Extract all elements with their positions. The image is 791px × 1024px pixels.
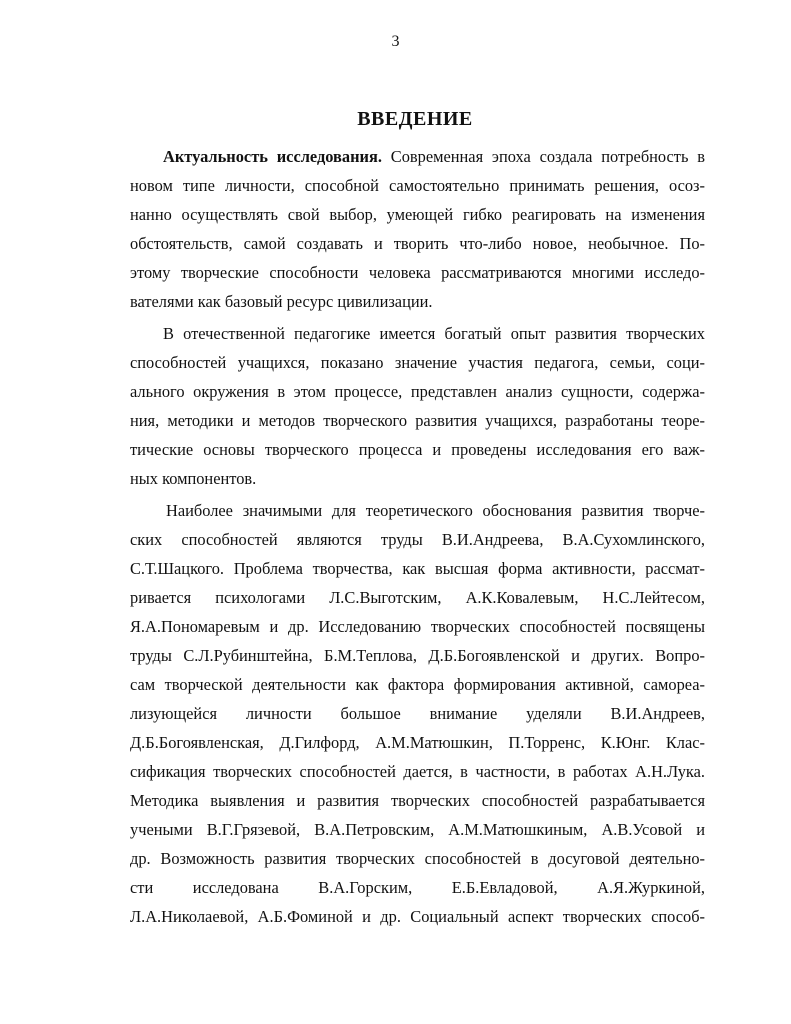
paragraph-relevance	[130, 142, 705, 316]
text-line: вателями как базовый ресурс цивилизации.	[130, 292, 433, 311]
text-line: Д.Б.Богоявленская, Д.Гилфорд, А.М.Матюшкин, П.Торренс, К.Юнг. Клас-	[130, 733, 705, 752]
paragraph-literature	[130, 496, 705, 931]
text-line	[130, 142, 705, 171]
text-line: способностей учащихся, показано значение участия педагога, семьи, соци-	[130, 353, 705, 372]
text-line: Я.А.Пономаревым и др. Исследованию творческих способностей посвящены	[130, 617, 705, 636]
text-line: новом типе личности, способной самостоятельно принимать решения, осоз-	[130, 176, 705, 195]
text-line: тические основы творческого процесса и проведены исследования его важ-	[130, 440, 705, 459]
text-line: этому творческие способности человека рассматриваются многими исследо-	[130, 263, 705, 282]
text-line: лизующейся личности большое внимание уделяли В.И.Андреев,	[130, 704, 705, 723]
text-line-content: Современная эпоха создала потребность в	[381, 147, 705, 166]
document-body	[130, 142, 705, 931]
text-line: ального окружения в этом процессе, представлен анализ сущности, содержа-	[130, 382, 705, 401]
text-line: сти исследована В.А.Горским, Е.Б.Евладовой, А.Я.Журкиной,	[130, 878, 705, 897]
text-line: учеными В.Г.Грязевой, В.А.Петровским, А.М.Матюшкиным, А.В.Усовой и	[130, 820, 705, 839]
text-line: ских способностей являются труды В.И.Андреева, В.А.Сухомлинского,	[130, 530, 705, 549]
text-line: нанно осуществлять свой выбор, умеющей гибко реагировать на изменения	[130, 205, 705, 224]
text-line: Наиболее значимыми для теоретического обоснования развития творче-	[166, 501, 705, 520]
text-line: сификация творческих способностей дается, в частности, в работах А.Н.Лука.	[130, 762, 705, 781]
text-line: С.Т.Шацкого. Проблема творчества, как высшая форма активности, рассмат-	[130, 559, 705, 578]
text-line: ных компонентов.	[130, 469, 257, 488]
text-line: В отечественной педагогике имеется богатый опыт развития творческих	[163, 324, 705, 343]
paragraph-experience	[130, 319, 705, 493]
page-number: 3	[391, 33, 400, 50]
text-line: др. Возможность развития творческих способностей в досуговой деятельно-	[130, 849, 705, 868]
text-line: Методика выявления и развития творческих способностей разрабатывается	[130, 791, 705, 810]
text-line: Л.А.Николаевой, А.Б.Фоминой и др. Социальный аспект творческих способ-	[130, 907, 705, 926]
relevance-lead: Актуальность исследования.	[163, 147, 382, 166]
text-line: труды С.Л.Рубинштейна, Б.М.Теплова, Д.Б.Богоявленской и других. Вопро-	[130, 646, 705, 665]
section-heading: ВВЕДЕНИЕ	[357, 108, 473, 130]
text-line: ривается психологами Л.С.Выготским, А.К.Ковалевым, Н.С.Лейтесом,	[130, 588, 705, 607]
text-line: сам творческой деятельности как фактора формирования активной, самореа-	[130, 675, 705, 694]
text-line: обстоятельств, самой создавать и творить что-либо новое, необычное. По-	[130, 234, 705, 253]
text-line: ния, методики и методов творческого развития учащихся, разработаны теоре-	[130, 411, 705, 430]
